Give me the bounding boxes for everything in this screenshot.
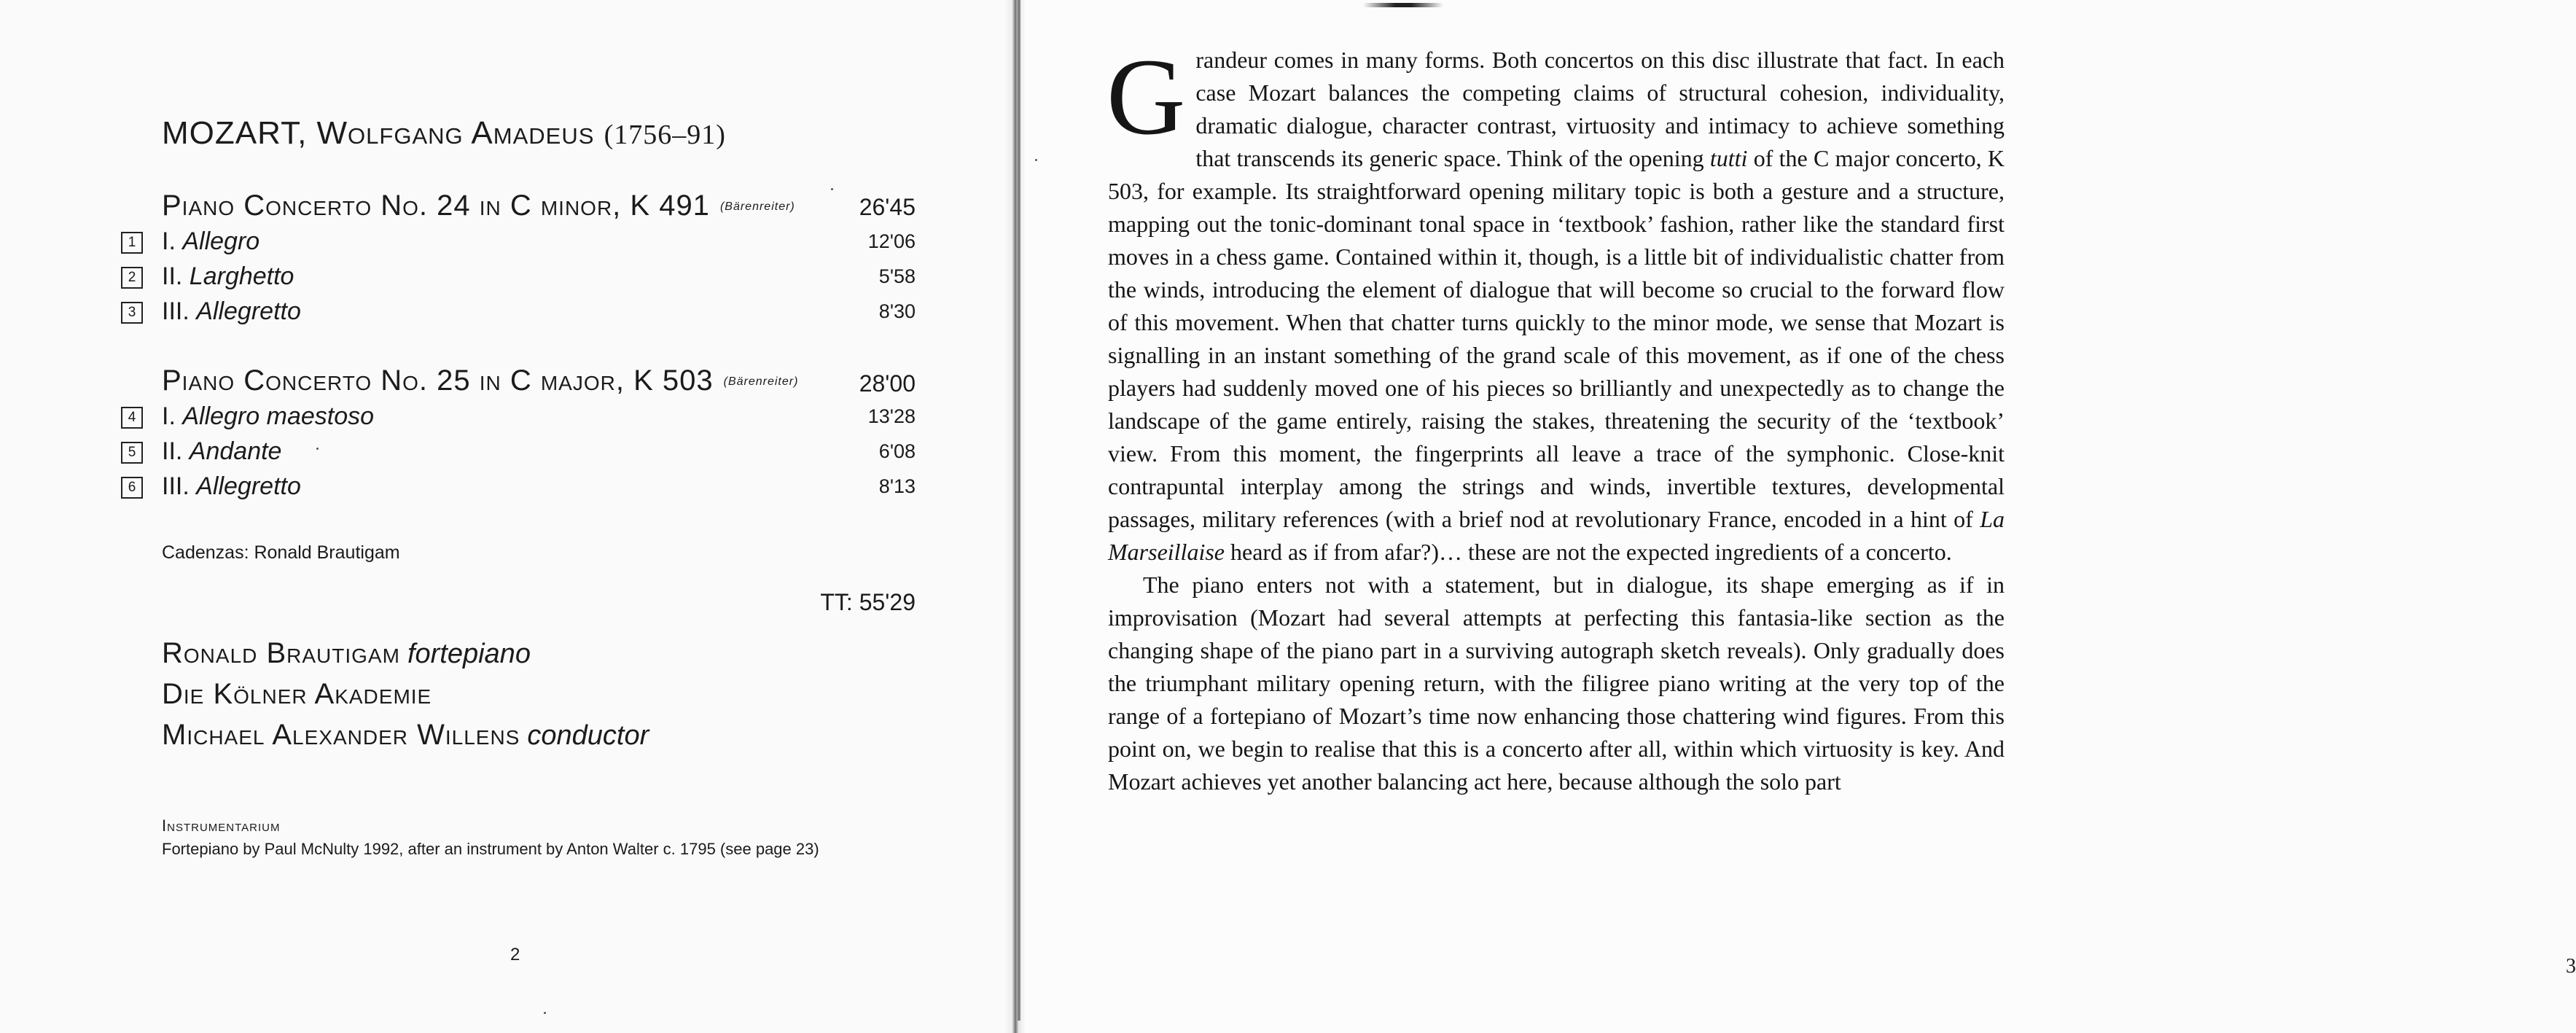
- essay-emphasis: tutti: [1709, 145, 1748, 171]
- performer-role: fortepiano: [407, 639, 531, 669]
- performer-name: Michael Alexander Willens: [162, 719, 520, 751]
- publisher-note: (Bärenreiter): [723, 375, 799, 389]
- essay-text-run: heard as if from afar?)… these are not the expected ingredients of a concerto.: [1224, 539, 1952, 565]
- essay-emphasis: La Marseillaise: [1108, 506, 2005, 565]
- composer-name: MOZART, Wolfgang Amadeus: [162, 115, 595, 151]
- track-label: [162, 227, 259, 256]
- publisher-note: (Bärenreiter): [719, 200, 795, 214]
- track-duration: 12'06: [867, 230, 916, 252]
- movement-name: Andante: [189, 437, 282, 465]
- track-label: [162, 297, 301, 326]
- track-number-box: 1: [121, 232, 143, 254]
- scan-speck: [544, 1012, 546, 1014]
- cadenzas-credit: Cadenzas: Ronald Brautigam: [162, 542, 400, 563]
- drop-cap: G: [1106, 36, 1186, 157]
- movement-name: Allegro: [182, 227, 260, 255]
- movement-name: Allegretto: [196, 297, 301, 325]
- work-title-text: Piano Concerto No. 24 in C minor, K 491: [162, 190, 710, 222]
- performer-conductor: [162, 719, 649, 752]
- essay-text: [1106, 36, 2005, 798]
- work-title-k503: [162, 365, 798, 397]
- book-spine-line: [1018, 0, 1020, 1021]
- instrumentarium-heading: Instrumentarium: [162, 816, 281, 835]
- work-title-k491: [162, 190, 795, 222]
- track-duration: 8'30: [878, 300, 916, 322]
- track-number-box: 3: [121, 302, 143, 324]
- scan-speck: [1035, 159, 1037, 161]
- performer-orchestra: [162, 678, 432, 711]
- track-number-box: 2: [121, 267, 143, 289]
- track-duration: 13'28: [867, 405, 916, 427]
- movement-name: Allegro maestoso: [182, 402, 375, 430]
- book-spine-shadow: [1004, 0, 1026, 1033]
- track-number-box: 4: [121, 407, 143, 429]
- movement-number: II.: [162, 262, 190, 290]
- movement-number: II.: [162, 437, 190, 465]
- track-row: [121, 227, 916, 260]
- right-page: [1020, 0, 2576, 1033]
- scan-speck: [316, 448, 319, 450]
- track-row: [121, 262, 916, 295]
- performer-soloist: [162, 637, 531, 670]
- work-duration: 28'00: [859, 370, 916, 397]
- movement-name: Allegretto: [196, 472, 301, 500]
- scan-mark: [1363, 3, 1443, 7]
- performer-role: conductor: [527, 720, 649, 751]
- movement-name: Larghetto: [189, 262, 294, 290]
- performer-name: Die Kölner Akademie: [162, 678, 432, 710]
- track-row: [121, 297, 916, 330]
- track-row: [121, 402, 916, 434]
- work-title-text: Piano Concerto No. 25 in C major, K 503: [162, 365, 714, 397]
- left-page: [0, 0, 1020, 1033]
- track-duration: 6'08: [878, 440, 916, 462]
- track-label: [162, 402, 374, 431]
- track-number-box: 5: [121, 442, 143, 464]
- work-duration: 26'45: [859, 194, 916, 220]
- composer-heading: [162, 115, 726, 152]
- scan-speck: [831, 188, 833, 190]
- essay-paragraph-2: The piano enters not with a statement, but in dialogue, its shape emerging as if in improvisation (Mozart had several attempts at perfecting this fantasia-like section as the changing shape of the piano part in a surviving autograph sketch reveals). Only gradually does the triumphant military opening return, with the filigree piano writing at the very top of the range of a fortepiano of Mozart’s time now enhancing those chattering wind figures. From this point on, we begin to realise that this is a concerto after all, within which virtuosity is key. And Mozart achieves yet another balancing act here, because although the solo part: [1108, 572, 2005, 795]
- essay-text-run: of the C major concerto, K 503, for example. Its straightforward opening military topic is both a gesture and a structure, mapping out the tonic-dominant tonal space in ‘textbook’ fashion, rather like the standard first moves in a chess game. Contained within it, though, is a little bit of individualistic chatter from the winds, introducing the element of dialogue that will become so crucial to the forward flow of this movement. When that chatter turns quickly to the minor mode, we sense that Mozart is signalling in an instant something of the grand scale of this movement, as if one of the chess players had suddenly moved one of his pieces so brilliantly and unexpectedly as to change the landscape of the game entirely, raising the stakes, threatening the security of the ‘textbook’ view. From this moment, the fingerprints all leave a trace of the symphonic. Close-knit contrapuntal interplay among the strings and winds, invertible textures, developmental passages, military references (with a brief nod at revolutionary France, encoded in a hint of: [1108, 145, 2005, 532]
- movement-number: I.: [162, 402, 183, 430]
- page-number-right: 3: [2566, 955, 2576, 978]
- movement-number: III.: [162, 472, 197, 500]
- movement-number: III.: [162, 297, 197, 325]
- track-row: [121, 472, 916, 504]
- essay-paragraph-1: [1106, 36, 2005, 569]
- track-label: [162, 472, 301, 501]
- page-number-left: 2: [510, 945, 520, 964]
- track-number-box: 6: [121, 477, 143, 499]
- composer-dates: (1756–91): [604, 120, 726, 150]
- instrumentarium-text: Fortepiano by Paul McNulty 1992, after an instrument by Anton Walter c. 1795 (see page 23): [162, 840, 819, 858]
- track-duration: 8'13: [878, 475, 916, 497]
- essay-text-run: randeur comes in many forms. Both concertos on this disc illustrate that fact. In each case Mozart balances the competing claims of structural cohesion, individuality, dramatic dialogue, character contrast, virtuosity and intimacy to achieve something that transcends its generic space. Think of the opening: [1195, 47, 2005, 171]
- performer-name: Ronald Brautigam: [162, 637, 400, 669]
- track-label: [162, 262, 294, 291]
- track-label: [162, 437, 281, 466]
- total-time: TT: 55'29: [820, 589, 916, 615]
- movement-number: I.: [162, 227, 183, 255]
- track-duration: 5'58: [878, 265, 916, 287]
- track-row: [121, 437, 916, 469]
